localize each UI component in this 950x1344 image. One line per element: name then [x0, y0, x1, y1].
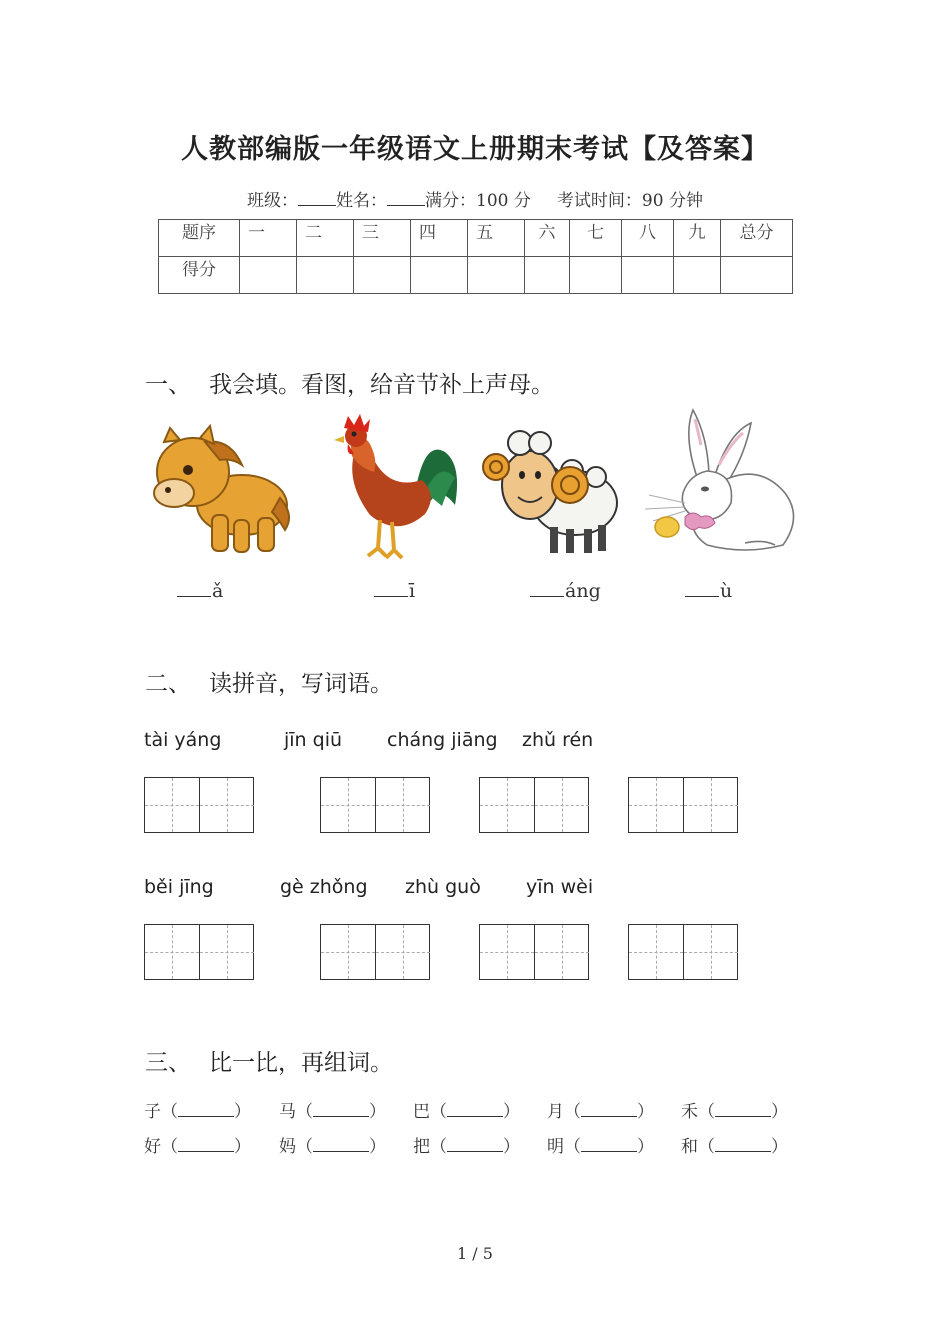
name-label: 姓名： [336, 191, 388, 211]
score-cell[interactable] [674, 257, 721, 294]
section2-number: 二、 [145, 671, 191, 697]
score-cell[interactable] [570, 257, 622, 294]
compare-item[interactable]: 马（ ） [279, 1102, 386, 1122]
header-cell: 题序 [159, 220, 240, 257]
answer-sheep[interactable]: áng [530, 580, 601, 602]
answer-blank[interactable] [685, 580, 719, 597]
score-header-row [159, 220, 793, 257]
header-cell: 九 [674, 220, 721, 257]
class-label: 班级： [247, 191, 299, 211]
score-cell[interactable] [525, 257, 570, 294]
compare-item[interactable]: 好（ ） [144, 1137, 251, 1157]
score-cell[interactable] [721, 257, 793, 294]
page-number: 1 / 5 [457, 1244, 493, 1263]
header-cell: 总分 [721, 220, 793, 257]
section3-text: 比一比，再组词。 [209, 1050, 393, 1076]
pinyin-4: zhǔ rén [522, 729, 594, 751]
score-cell[interactable] [240, 257, 297, 294]
answer-blank[interactable] [374, 580, 408, 597]
writing-grid[interactable] [320, 777, 430, 833]
writing-grid[interactable] [144, 924, 254, 980]
compare-item[interactable]: 明（ ） [547, 1137, 654, 1157]
score-table [158, 219, 793, 294]
section1-text: 我会填。看图，给音节补上声母。 [209, 372, 554, 398]
score-cell[interactable] [411, 257, 468, 294]
writing-grid[interactable] [628, 924, 738, 980]
writing-grid[interactable] [479, 924, 589, 980]
compare-item[interactable]: 和（ ） [681, 1137, 788, 1157]
score-row-label: 得分 [159, 257, 240, 294]
header-cell: 二 [297, 220, 354, 257]
pinyin-3: cháng jiāng [387, 729, 498, 751]
section3-number: 三、 [145, 1050, 191, 1076]
score-cell[interactable] [354, 257, 411, 294]
section1-number: 一、 [145, 372, 191, 398]
writing-grid[interactable] [144, 777, 254, 833]
compare-item[interactable]: 禾（ ） [681, 1102, 788, 1122]
rooster-image [330, 410, 465, 560]
header-cell: 五 [468, 220, 525, 257]
header-cell: 八 [622, 220, 674, 257]
header-cell: 一 [240, 220, 297, 257]
sheep-image [480, 425, 625, 565]
pinyin-8: yīn wèi [526, 876, 594, 898]
writing-grid[interactable] [320, 924, 430, 980]
answer-blank[interactable] [530, 580, 564, 597]
section2-heading [145, 665, 393, 698]
score-row [159, 257, 793, 294]
compare-item[interactable]: 子（ ） [144, 1102, 251, 1122]
rabbit-image [645, 405, 805, 555]
answer-rabbit[interactable]: ù [685, 580, 732, 602]
writing-grid[interactable] [479, 777, 589, 833]
answer-rooster[interactable]: ī [374, 580, 415, 602]
compare-item[interactable]: 妈（ ） [279, 1137, 386, 1157]
header-cell: 七 [570, 220, 622, 257]
pinyin-6: gè zhǒng [280, 876, 368, 898]
compare-item[interactable]: 巴（ ） [413, 1102, 520, 1122]
score-cell[interactable] [468, 257, 525, 294]
name-blank[interactable] [387, 191, 425, 206]
horse-image [150, 420, 295, 560]
answer-horse[interactable]: ǎ [177, 580, 223, 602]
compare-item[interactable]: 把（ ） [413, 1137, 520, 1157]
section1-heading [145, 366, 554, 399]
exam-time: 考试时间：90 分钟 [556, 191, 703, 211]
pinyin-5: běi jīng [144, 876, 214, 898]
exam-info [0, 186, 950, 211]
compare-item[interactable]: 月（ ） [547, 1102, 654, 1122]
answer-blank[interactable] [177, 580, 211, 597]
header-cell: 六 [525, 220, 570, 257]
full-score: 满分：100 分 [425, 191, 531, 211]
pinyin-7: zhù guò [405, 876, 481, 898]
section2-text: 读拼音，写词语。 [209, 671, 393, 697]
header-cell: 三 [354, 220, 411, 257]
pinyin-1: tài yáng [144, 729, 222, 751]
header-cell: 四 [411, 220, 468, 257]
page-title: 人教部编版一年级语文上册期末考试【及答案】 [181, 134, 769, 165]
section3-heading [145, 1044, 393, 1077]
class-blank[interactable] [298, 191, 336, 206]
score-cell[interactable] [297, 257, 354, 294]
writing-grid[interactable] [628, 777, 738, 833]
pinyin-2: jīn qiū [284, 729, 343, 751]
score-cell[interactable] [622, 257, 674, 294]
